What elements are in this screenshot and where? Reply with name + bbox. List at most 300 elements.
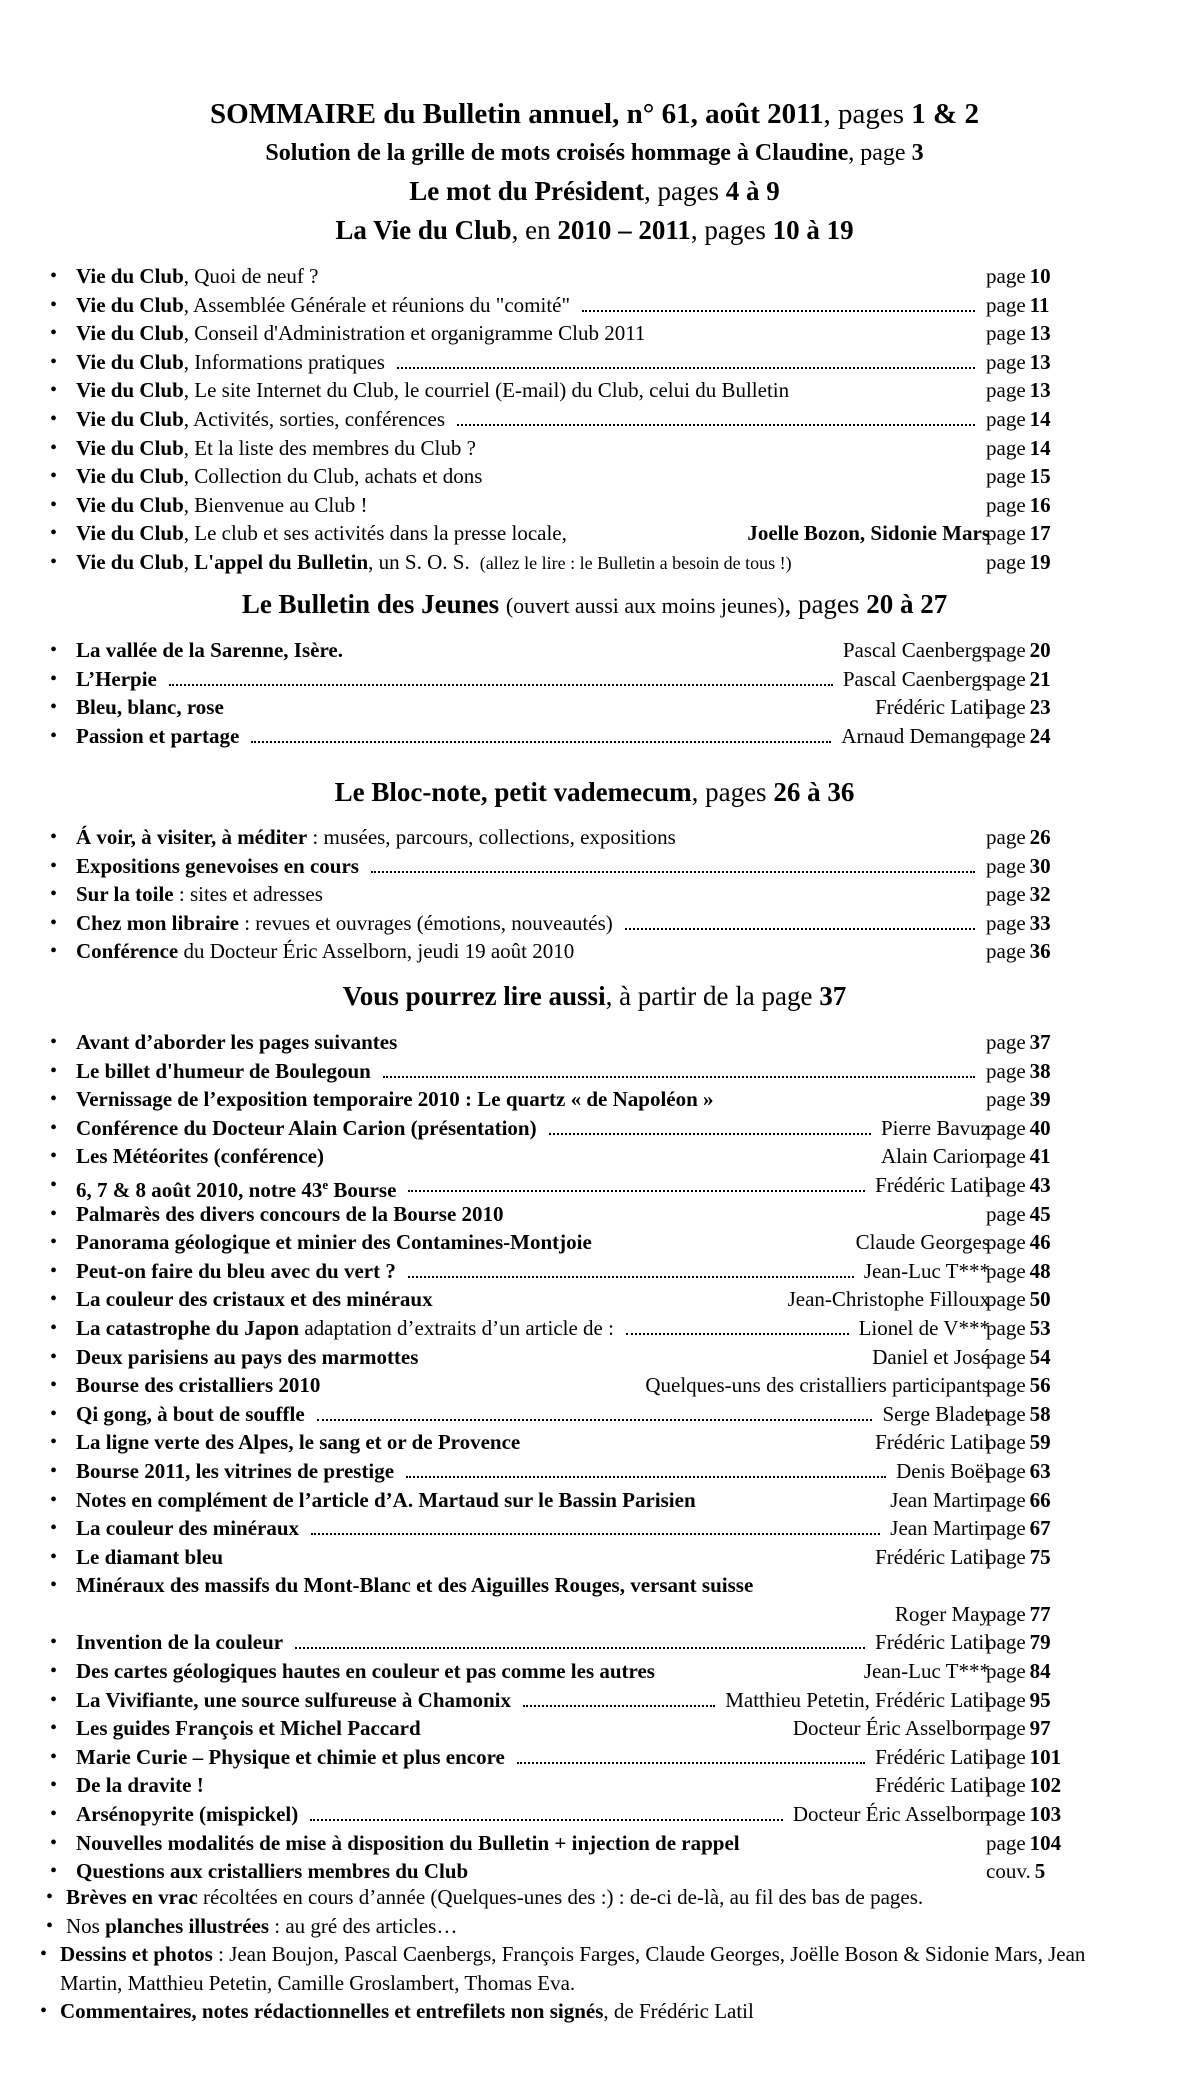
page-label: page [986,292,1026,317]
item-title-bold-2: L'appel du Bulletin [194,549,369,574]
item-title-bold: Les guides François et Michel Paccard [76,1716,421,1741]
item-title-bold: Vie du Club [76,435,184,460]
page-label: couv. [986,1859,1031,1884]
page-label: page [986,723,1026,748]
page-number: 33 [1029,910,1051,935]
page-label: page [986,666,1026,691]
item-title [76,852,359,881]
page-reference [986,348,1051,377]
item-title-bold: Des cartes géologiques hautes en couleur et pas comme les autres [76,1659,655,1684]
item-title-bold: Questions aux cristalliers membres du Club [76,1859,469,1884]
item-title [76,1200,504,1229]
item-title [76,519,567,548]
page-reference [986,1600,1051,1629]
list-item [50,722,1090,751]
page-number: 45 [1029,1201,1051,1226]
bullet-icon: • [50,1803,58,1826]
item-title-bold: Arsénopyrite (mispickel) [76,1802,299,1827]
page-number: 11 [1029,292,1050,317]
page-reference [986,1657,1051,1686]
main-title: SOMMAIRE du Bulletin annuel, n° 61, août 2011, pages 1 & 2 [210,98,979,130]
page-label: page [986,1487,1026,1512]
item-author: Jean Martin [890,1516,990,1541]
page-reference [986,1829,1061,1858]
page-label: page [986,1773,1026,1798]
item-title-text: : revues et ouvrages (émotions, nouveautés) [238,910,613,935]
page-reference [986,1257,1051,1286]
bullet-icon: • [50,1231,58,1254]
footer-note [46,1883,1150,1912]
item-author: Joelle Bozon, Sidonie Mars [747,521,990,546]
page-label: page [986,349,1026,374]
item-title [76,937,574,966]
page-label: page [986,1058,1026,1083]
dotted-leader [517,1762,865,1764]
page-number: 23 [1029,695,1051,720]
page-label: page [986,910,1026,935]
page-number: 38 [1029,1058,1051,1083]
item-title [76,909,613,938]
page-reference [986,852,1051,881]
bullet-icon: • [40,1943,48,1966]
list-item [50,1829,1090,1858]
item-title-bold: Á voir, à visiter, à méditer [76,825,308,849]
item-title-text: , Bienvenue au Club ! [183,492,368,517]
item-title [76,1228,592,1257]
page-label: page [986,1687,1026,1712]
bullet-icon: • [50,1574,58,1597]
list-item [50,462,1090,491]
item-title-bold: L’Herpie [76,666,157,691]
page-number: 79 [1029,1630,1051,1655]
footer-note-text [46,1883,1150,1912]
page-reference [986,1514,1051,1543]
footer-note [46,1912,1150,1941]
item-title [76,1486,696,1515]
page-reference [986,1400,1051,1429]
item-title-bold: Bourse des cristalliers 2010 [76,1373,321,1398]
item-title-bold: Peut-on faire du bleu avec du vert ? [76,1258,396,1283]
page-reference [986,1686,1051,1715]
page-reference [986,434,1051,463]
item-title [76,1142,324,1171]
item-title-bold: La couleur des minéraux [76,1516,300,1541]
list-item [50,291,1090,320]
item-title-bold: Panorama géologique et minier des Contamines-Montjoie [76,1230,592,1255]
bullet-icon: • [50,1088,58,1111]
item-title-bold: La couleur des cristaux et des minéraux [76,1287,433,1312]
vous-pourrez-lire-list [50,1028,1090,1886]
page-number: 56 [1029,1373,1051,1398]
dotted-leader [371,871,975,873]
item-title-bold: Chez mon libraire [76,910,239,935]
bullet-icon: • [46,1914,54,1937]
list-item [50,1114,1090,1143]
bullet-icon: • [50,1459,58,1482]
list-item [50,1543,1090,1572]
item-title-bold: Passion et partage [76,723,240,748]
list-item [50,1085,1090,1114]
item-title-bold: Vie du Club [76,406,184,431]
item-author: Frédéric Latil [875,695,990,720]
item-title-bold: La catastrophe du Japon [76,1315,300,1340]
item-title [76,1457,394,1486]
bullet-icon: • [50,1660,58,1683]
list-item [50,1686,1090,1715]
dotted-leader [523,1705,715,1707]
item-title [76,1400,305,1429]
page-reference [986,291,1050,320]
item-title [76,348,385,377]
page-number: 15 [1029,464,1051,489]
list-item [50,1400,1090,1429]
item-title [76,1057,371,1086]
bullet-icon: • [50,436,58,459]
list-item [50,1457,1090,1486]
bullet-icon: • [50,293,58,316]
list-item [50,852,1090,881]
item-author: Denis Boël [896,1458,990,1483]
item-title-bold: La ligne verte des Alpes, le sang et or de Provence [76,1430,521,1455]
dotted-leader [295,1647,865,1649]
page-number: 26 [1029,825,1051,849]
item-title [76,665,157,694]
bullet-icon: • [50,1631,58,1654]
item-title-text: , Collection du Club, achats et dons [183,464,483,489]
item-title-text-2: , un S. O. S. [368,549,470,574]
item-author: Jean-Luc T*** [863,1258,990,1283]
page-reference [986,491,1051,520]
item-title [76,1371,320,1400]
footer-note-rest: récoltées en cours d’année (Quelques-unes des :) : de-ci de-là, au fil des bas de pages. [197,1885,924,1909]
page-reference [986,1057,1051,1086]
page-number: 40 [1029,1115,1051,1140]
page-number: 46 [1029,1230,1051,1255]
item-title-bold: Nouvelles modalités de mise à disposition du Bulletin + injection de rappel [76,1830,740,1855]
page-reference [986,1343,1051,1372]
page-label: page [986,1516,1026,1541]
list-item [50,1514,1090,1543]
item-author: Serge Bladet [882,1401,990,1426]
section-title-bulletin-jeunes: Le Bulletin des Jeunes (ouvert aussi aux moins jeunes), pages 20 à 27 [241,589,948,619]
page-reference [986,1200,1051,1229]
item-title-bold: Vie du Club [76,492,184,517]
item-title-text: : musées, parcours, collections, expositions [307,825,676,849]
list-item [50,1200,1090,1229]
list-item [50,405,1090,434]
page-number: 67 [1029,1516,1051,1541]
page-number: 32 [1029,882,1051,907]
dotted-leader [408,1276,854,1278]
page-reference [986,1028,1051,1057]
bullet-icon: • [50,1316,58,1339]
bullet-icon: • [50,1517,58,1540]
page-number: 30 [1029,853,1051,878]
item-title-text: , Le site Internet du Club, le courriel (E-mail) du Club, celui du Bulletin [183,378,790,403]
item-author: Pierre Bavuz [880,1115,990,1140]
page-number: 21 [1029,666,1051,691]
item-title [76,1714,421,1743]
item-title-bold: Avant d’aborder les pages suivantes [76,1030,398,1054]
dotted-leader [317,1419,873,1421]
page-reference [986,1428,1051,1457]
page-number: 13 [1029,349,1051,374]
page-number: 48 [1029,1258,1051,1283]
item-title-bold: Bleu, blanc, rose [76,695,224,720]
dotted-leader [626,1333,849,1335]
bullet-icon: • [50,883,58,906]
item-title [76,1314,614,1343]
item-title [76,722,239,751]
page-number: 37 [1029,1030,1051,1054]
bullet-icon: • [50,493,58,516]
page-reference [986,636,1051,665]
list-item [50,1714,1090,1743]
bullet-icon: • [50,407,58,430]
page-reference [986,1371,1051,1400]
bullet-icon: • [50,1202,58,1225]
page-number: 63 [1029,1458,1051,1483]
bullet-icon: • [50,1860,58,1883]
list-item [50,636,1090,665]
item-title-bold: Notes en complément de l’article d’A. Martaud sur le Bassin Parisien [76,1487,696,1512]
page-reference [986,1743,1061,1772]
page-label: page [986,1802,1026,1827]
page-number: 104 [1029,1830,1062,1855]
page-number: 77 [1029,1601,1051,1626]
list-item [50,1343,1090,1372]
item-author: Frédéric Latil [875,1430,990,1455]
bullet-icon: • [50,1288,58,1311]
dotted-leader [251,741,831,743]
item-author: Claude Georges [855,1230,990,1255]
page-label: page [986,1344,1026,1369]
bullet-icon: • [50,854,58,877]
item-author: Alain Carion [880,1144,990,1169]
item-title-bold: Deux parisiens au pays des marmottes [76,1344,419,1369]
page-reference [986,548,1051,577]
item-title [76,319,645,348]
item-title-text: adaptation d’extraits d’un article de : [299,1315,614,1340]
item-author: Matthieu Petetin, Frédéric Latil [725,1687,990,1712]
page-label: page [986,638,1026,662]
item-title-bold: Vie du Club [76,464,184,489]
bullet-icon: • [50,1402,58,1425]
page-label: page [986,1287,1026,1312]
page-reference [986,937,1051,966]
item-author: Pascal Caenbergs [842,638,990,662]
page-number: 13 [1029,378,1051,403]
page-label: page [986,264,1026,288]
page-number: 53 [1029,1315,1051,1340]
list-item [50,1171,1090,1200]
item-title [76,1686,511,1715]
list-item [50,1428,1090,1457]
item-title-text: , Activités, sorties, conférences [183,406,446,431]
page-number: 54 [1029,1344,1051,1369]
page-reference [986,1486,1051,1515]
page-label: page [986,1172,1026,1197]
list-item [50,1057,1090,1086]
item-title-bold: Invention de la couleur [76,1630,284,1655]
item-title [76,1657,655,1686]
item-title [76,1857,468,1886]
item-title-bold: Conférence [76,939,179,964]
crossword-line: Solution de la grille de mots croisés hommage à Claudine, page 3 [265,140,924,166]
item-title-text: , [183,549,195,574]
item-title-bold: Vernissage de l’exposition temporaire 2010 : Le quartz « de Napoléon » [76,1087,714,1112]
footer-note-prefix: Nos [66,1913,106,1938]
dotted-leader [408,1190,865,1192]
section-title-vous-pourrez-lire: Vous pourrez lire aussi, à partir de la page 37 [342,981,847,1011]
page-reference [986,693,1051,722]
page-reference [986,880,1051,909]
item-title [76,1028,397,1057]
item-title-bold: Vie du Club [76,378,184,403]
list-item [50,491,1090,520]
dotted-leader [582,310,975,312]
item-author: Lionel de V*** [858,1315,990,1340]
page-reference [986,1857,1045,1886]
page-reference [986,1142,1051,1171]
bullet-icon: • [50,350,58,373]
list-item [50,1743,1090,1772]
item-title-bold: Minéraux des massifs du Mont-Blanc et des Aiguilles Rouges, versant suisse [76,1573,754,1598]
dotted-leader [310,1819,783,1821]
page-number: 17 [1029,521,1051,546]
item-title [76,262,318,291]
page-reference [986,1714,1051,1743]
list-item [50,1657,1090,1686]
list-item [50,1257,1090,1286]
item-title-bold: Le diamant bleu [76,1544,224,1569]
page-label: page [986,521,1026,546]
page-label: page [986,1458,1026,1483]
item-title-text: , Conseil d'Administration et organigramme Club 2011 [183,321,646,346]
page-number: 41 [1029,1144,1051,1169]
page-label: page [986,406,1026,431]
page-label: page [986,321,1026,346]
page-label: page [986,939,1026,964]
list-item [50,1800,1090,1829]
page-reference [986,1085,1051,1114]
list-item [50,1486,1090,1515]
item-author: Pascal Caenbergs [842,666,990,691]
page-label: page [986,1201,1026,1226]
item-title [76,1514,299,1543]
bullet-icon: • [50,1345,58,1368]
list-item [50,1600,1090,1629]
bullet-icon: • [50,465,58,488]
item-title-bold: La Vivifiante, une source sulfureuse à Chamonix [76,1687,512,1712]
page-number: 50 [1029,1287,1051,1312]
page-reference [986,262,1051,291]
page-label: page [986,1601,1026,1626]
bullet-icon: • [50,1745,58,1768]
item-title-bold-2: Bourse [328,1177,397,1202]
page-reference [986,1771,1061,1800]
bullet-icon: • [50,724,58,747]
list-item [50,1628,1090,1657]
bullet-icon: • [50,826,58,848]
page-label: page [986,1087,1026,1112]
item-author: Frédéric Latil [875,1630,990,1655]
page-label: page [986,1230,1026,1255]
bullet-icon: • [50,1431,58,1454]
item-title-bold: 6, 7 & 8 août 2010, notre 43 [76,1177,323,1202]
bullet-icon: • [50,1831,58,1854]
footer-note-bold: Brèves en vrac [66,1885,198,1909]
bullet-icon: • [50,1173,58,1196]
page-number: 59 [1029,1430,1051,1455]
item-author: Daniel et José [872,1344,990,1369]
item-title-text: : sites et adresses [173,882,323,907]
item-title-bold: Vie du Club [76,321,184,346]
bullet-icon: • [50,379,58,402]
item-title [76,1743,505,1772]
list-item [50,434,1090,463]
footer-note [40,1940,1150,1997]
item-author: Arnaud Demange [841,723,990,748]
page-reference [986,462,1051,491]
page-label: page [986,1830,1026,1855]
page-number: 43 [1029,1172,1051,1197]
page-reference [986,1314,1051,1343]
item-title [76,1343,418,1372]
list-item [50,693,1090,722]
dotted-leader [169,684,833,686]
page-label: page [986,1630,1026,1655]
dotted-leader [549,1133,871,1135]
item-superscript: e [322,1176,329,1192]
item-title-bold: Vie du Club [76,521,184,546]
page-label: page [986,825,1026,849]
page-label: page [986,492,1026,517]
bullet-icon: • [50,1116,58,1139]
page-number: 95 [1029,1687,1051,1712]
item-title-bold: La vallée de la Sarenne, Isère. [76,638,343,662]
dotted-leader [625,928,975,930]
page-label: page [986,464,1026,489]
footer-note-bold: Dessins et photos [60,1942,213,1967]
page-number: 24 [1029,723,1051,748]
list-item [50,880,1090,909]
page-reference [986,376,1051,405]
item-title [76,1114,537,1143]
page-number: 66 [1029,1487,1051,1512]
president-line: Le mot du Président, pages 4 à 9 [409,176,780,206]
page-label: page [986,1430,1026,1455]
item-title [76,491,367,520]
item-title-bold: Vie du Club [76,292,184,317]
bullet-icon: • [46,1886,54,1908]
page-label: page [986,1659,1026,1684]
page-number: 101 [1029,1744,1062,1769]
list-item [50,548,1090,577]
item-title-text: , Le club et ses activités dans la presse locale, [183,521,567,546]
list-item [50,665,1090,694]
footer-note-bold: Commentaires, notes rédactionnelles et entrefilets non signés [60,1999,604,2024]
item-author: Frédéric Latil [875,1172,990,1197]
page-number: 75 [1029,1544,1051,1569]
bullet-icon: • [50,322,58,345]
footer-note-rest: : au gré des articles… [269,1913,458,1938]
page-reference [986,1114,1051,1143]
list-item [50,823,1090,852]
page-reference [986,319,1051,348]
list-item [50,1285,1090,1314]
item-title [76,291,570,320]
